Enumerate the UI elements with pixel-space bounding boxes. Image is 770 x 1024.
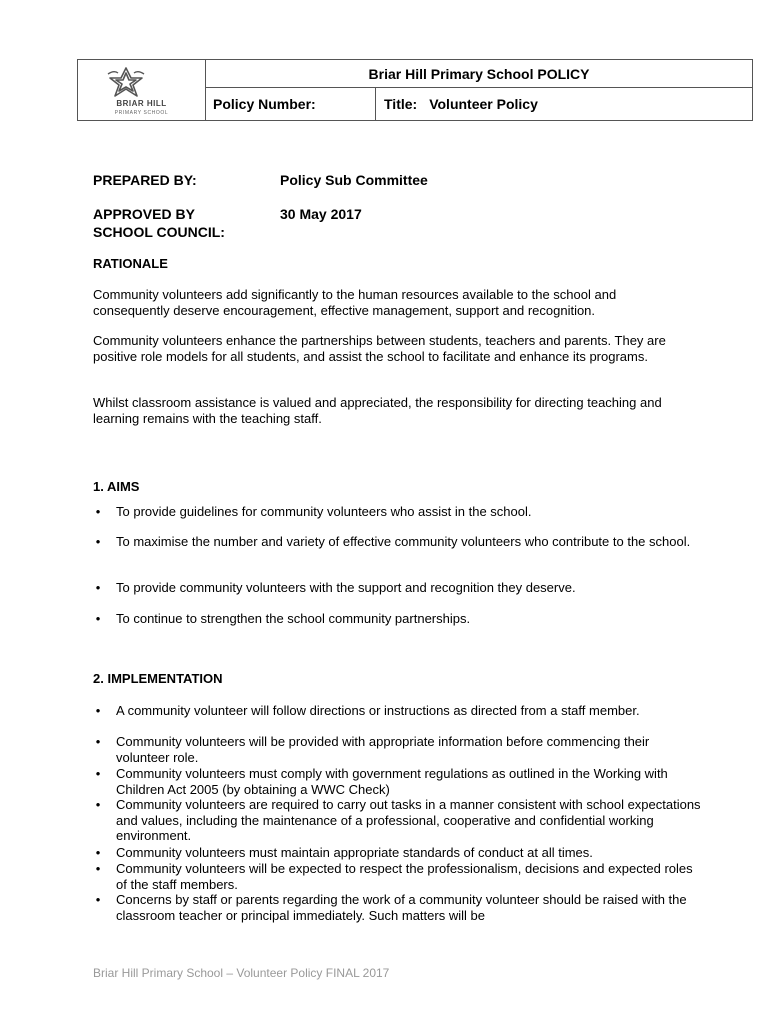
implementation-list-item	[93, 861, 703, 892]
bullet-icon: •	[95, 797, 101, 812]
bullet-icon: •	[95, 861, 101, 876]
bullet-icon: •	[95, 611, 101, 626]
school-policy-title: Briar Hill Primary School POLICY	[206, 60, 752, 88]
implementation-list-item	[93, 892, 703, 923]
logo-subtitle: PRIMARY SCHOOL	[114, 110, 169, 116]
implementation-item-text: Community volunteers will be provided with appropriate information before commencing their volunteer role.	[116, 734, 650, 765]
implementation-item-text: Community volunteers must maintain appropriate standards of conduct at all times.	[116, 845, 593, 860]
bullet-icon: •	[95, 580, 101, 595]
aims-list-item	[93, 504, 703, 520]
page-footer: Briar Hill Primary School – Volunteer Policy FINAL 2017	[93, 966, 390, 980]
bullet-icon: •	[95, 845, 101, 860]
star-crest-icon	[90, 64, 190, 100]
rationale-heading: RATIONALE	[93, 256, 168, 271]
aims-list-item	[93, 611, 703, 627]
implementation-item-text: A community volunteer will follow directions or instructions as directed from a staff member.	[116, 703, 640, 718]
implementation-list-item	[93, 845, 703, 861]
bullet-icon: •	[95, 734, 101, 749]
rationale-paragraph: Community volunteers enhance the partnerships between students, teachers and parents. They are positive role models for all students, and assist the school to facilitate and enhance its programs.	[93, 333, 666, 364]
aims-item-text: To maximise the number and variety of effective community volunteers who contribute to the school.	[116, 534, 691, 549]
policy-title-cell	[376, 88, 752, 120]
prepared-by-value: Policy Sub Committee	[280, 172, 428, 188]
title-value: Volunteer Policy	[429, 96, 538, 112]
implementation-heading: 2. IMPLEMENTATION	[93, 671, 223, 686]
implementation-item-text: Concerns by staff or parents regarding the work of a community volunteer should be raised with the classroom teacher or principal immediately. Such matters will be	[116, 892, 687, 923]
approved-date-value: 30 May 2017	[280, 206, 362, 222]
implementation-item-text: Community volunteers will be expected to respect the professionalism, decisions and expected roles of the staff members.	[116, 861, 693, 892]
implementation-item-text: Community volunteers are required to carry out tasks in a manner consistent with school expectations and values, including the maintenance of a professional, cooperative and confidential working environment.	[116, 797, 701, 844]
policy-header-table	[77, 59, 753, 121]
school-logo	[78, 60, 206, 120]
approved-by-label-line2: SCHOOL COUNCIL:	[93, 224, 225, 240]
aims-item-text: To provide guidelines for community volunteers who assist in the school.	[116, 504, 532, 519]
policy-number-label: Policy Number:	[206, 88, 376, 120]
aims-list-item	[93, 534, 703, 550]
implementation-list-item	[93, 766, 703, 797]
implementation-list-item	[93, 734, 703, 765]
rationale-paragraph: Community volunteers add significantly to the human resources available to the school and consequently deserve encouragement, effective management, support and recognition.	[93, 287, 617, 318]
title-label: Title:	[384, 96, 418, 112]
rationale-paragraph: Whilst classroom assistance is valued and appreciated, the responsibility for directing teaching and learning remains with the teaching staff.	[93, 395, 662, 426]
bullet-icon: •	[95, 504, 101, 519]
aims-list-item	[93, 580, 703, 596]
implementation-list-item	[93, 797, 703, 844]
aims-heading: 1. AIMS	[93, 479, 140, 494]
implementation-item-text: Community volunteers must comply with government regulations as outlined in the Working with Children Act 2005 (by obtaining a WWC Check)	[116, 766, 668, 797]
bullet-icon: •	[95, 703, 101, 718]
approved-by-label-line1: APPROVED BY	[93, 206, 195, 222]
bullet-icon: •	[95, 534, 101, 549]
implementation-list-item	[93, 703, 703, 719]
aims-item-text: To continue to strengthen the school community partnerships.	[116, 611, 471, 626]
prepared-by-label: PREPARED BY:	[93, 172, 197, 188]
bullet-icon: •	[95, 766, 101, 781]
logo-name: BRIAR HILL	[116, 99, 167, 108]
bullet-icon: •	[95, 892, 101, 907]
aims-item-text: To provide community volunteers with the support and recognition they deserve.	[116, 580, 576, 595]
